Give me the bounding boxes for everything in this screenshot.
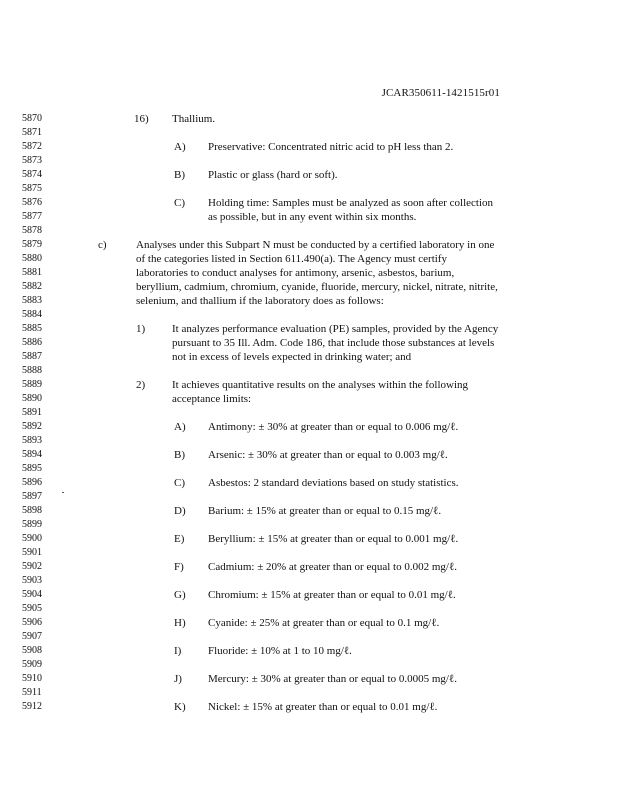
limit-marker: G): [174, 589, 186, 601]
line-number: 5884: [22, 309, 42, 320]
line-number: 5910: [22, 673, 42, 684]
line-number: 5898: [22, 505, 42, 516]
line-number: 5882: [22, 281, 42, 292]
line-number: 5873: [22, 155, 42, 166]
limit-marker: H): [174, 617, 186, 629]
limit-text: Mercury: ± 30% at greater than or equal to 0.0005 mg/ℓ.: [208, 673, 457, 685]
scan-speck: [62, 492, 64, 493]
section-c-line-1: Analyses under this Subpart N must be conducted by a certified laboratory in one: [136, 239, 495, 251]
section-c-item-1-marker: 1): [136, 323, 146, 335]
line-number: 5870: [22, 113, 42, 124]
line-number: 5896: [22, 477, 42, 488]
limit-marker: C): [174, 477, 185, 489]
limit-text: Antimony: ± 30% at greater than or equal to 0.006 mg/ℓ.: [208, 421, 459, 433]
line-number: 5903: [22, 575, 42, 586]
line-number: 5908: [22, 645, 42, 656]
line-number: 5879: [22, 239, 42, 250]
item-16-c-marker: C): [174, 197, 185, 209]
section-c-item-2-line-2: acceptance limits:: [172, 393, 252, 405]
section-c-item-2-line-1: It achieves quantitative results on the analyses within the following: [172, 379, 469, 391]
item-16-a-text: Preservative: Concentrated nitric acid to pH less than 2.: [208, 141, 454, 153]
line-number: 5886: [22, 337, 42, 348]
line-number: 5878: [22, 225, 42, 236]
line-number: 5902: [22, 561, 42, 572]
limit-text: Cadmium: ± 20% at greater than or equal to 0.002 mg/ℓ.: [208, 561, 457, 573]
line-number: 5906: [22, 617, 42, 628]
section-c-line-3: laboratories to conduct analyses for antimony, arsenic, asbestos, barium,: [136, 267, 455, 279]
limit-text: Nickel: ± 15% at greater than or equal to 0.01 mg/ℓ.: [208, 701, 438, 713]
line-number: 5893: [22, 435, 42, 446]
limit-marker: A): [174, 421, 186, 433]
line-number: 5897: [22, 491, 42, 502]
line-number: 5895: [22, 463, 42, 474]
limit-text: Fluoride: ± 10% at 1 to 10 mg/ℓ.: [208, 645, 352, 657]
item-16-b-marker: B): [174, 169, 185, 181]
item-16-c-line2: as possible, but in any event within six months.: [208, 211, 417, 223]
item-16-title: Thallium.: [172, 113, 216, 125]
item-16-c-line1: Holding time: Samples must be analyzed as soon after collection: [208, 197, 494, 209]
limit-marker: B): [174, 449, 185, 461]
section-c-item-2-marker: 2): [136, 379, 146, 391]
limit-text: Cyanide: ± 25% at greater than or equal to 0.1 mg/ℓ.: [208, 617, 440, 629]
line-number: 5912: [22, 701, 42, 712]
line-number: 5875: [22, 183, 42, 194]
line-number: 5907: [22, 631, 42, 642]
line-number: 5909: [22, 659, 42, 670]
limit-text: Barium: ± 15% at greater than or equal to 0.15 mg/ℓ.: [208, 505, 442, 517]
limit-marker: F): [174, 561, 184, 573]
limit-text: Asbestos: 2 standard deviations based on study statistics.: [208, 477, 459, 489]
line-number: 5905: [22, 603, 42, 614]
line-numbers: [22, 112, 52, 714]
line-number: 5892: [22, 421, 42, 432]
line-number: 5876: [22, 197, 42, 208]
line-number: 5874: [22, 169, 42, 180]
item-16-marker: 16): [134, 113, 149, 125]
line-number: 5894: [22, 449, 42, 460]
limit-marker: K): [174, 701, 186, 713]
line-number: 5881: [22, 267, 42, 278]
line-number: 5871: [22, 127, 42, 138]
line-number: 5911: [22, 687, 42, 698]
line-number: 5880: [22, 253, 42, 264]
line-number: 5900: [22, 533, 42, 544]
line-number: 5901: [22, 547, 42, 558]
limit-marker: E): [174, 533, 185, 545]
limit-text: Arsenic: ± 30% at greater than or equal to 0.003 mg/ℓ.: [208, 449, 448, 461]
line-number: 5891: [22, 407, 42, 418]
line-number: 5889: [22, 379, 42, 390]
limit-text: Chromium: ± 15% at greater than or equal to 0.01 mg/ℓ.: [208, 589, 456, 601]
line-number: 5883: [22, 295, 42, 306]
document-id: JCAR350611-1421515r01: [381, 87, 500, 99]
line-number: 5877: [22, 211, 42, 222]
item-16-a-marker: A): [174, 141, 186, 153]
section-c-line-4: beryllium, cadmium, chromium, cyanide, fluoride, mercury, nickel, nitrate, nitrite,: [136, 281, 498, 293]
section-c-item-1-line-3: not in excess of levels expected in drinking water; and: [172, 351, 412, 363]
section-c-line-2: of the categories listed in Section 611.490(a). The Agency must certify: [136, 253, 447, 265]
line-number: 5872: [22, 141, 42, 152]
item-16-b-text: Plastic or glass (hard or soft).: [208, 169, 338, 181]
section-c-marker: c): [98, 239, 107, 251]
limit-text: Beryllium: ± 15% at greater than or equal to 0.001 mg/ℓ.: [208, 533, 459, 545]
line-number: 5904: [22, 589, 42, 600]
limit-marker: I): [174, 645, 182, 657]
section-c-item-1-line-2: pursuant to 35 Ill. Adm. Code 186, that include those substances at levels: [172, 337, 495, 349]
limit-marker: D): [174, 505, 186, 517]
line-number: 5887: [22, 351, 42, 362]
section-c-item-1-line-1: It analyzes performance evaluation (PE) samples, provided by the Agency: [172, 323, 499, 335]
line-number: 5890: [22, 393, 42, 404]
line-number: 5888: [22, 365, 42, 376]
line-number: 5885: [22, 323, 42, 334]
limit-marker: J): [174, 673, 182, 685]
section-c-line-5: selenium, and thallium if the laboratory does as follows:: [136, 295, 384, 307]
line-number: 5899: [22, 519, 42, 530]
